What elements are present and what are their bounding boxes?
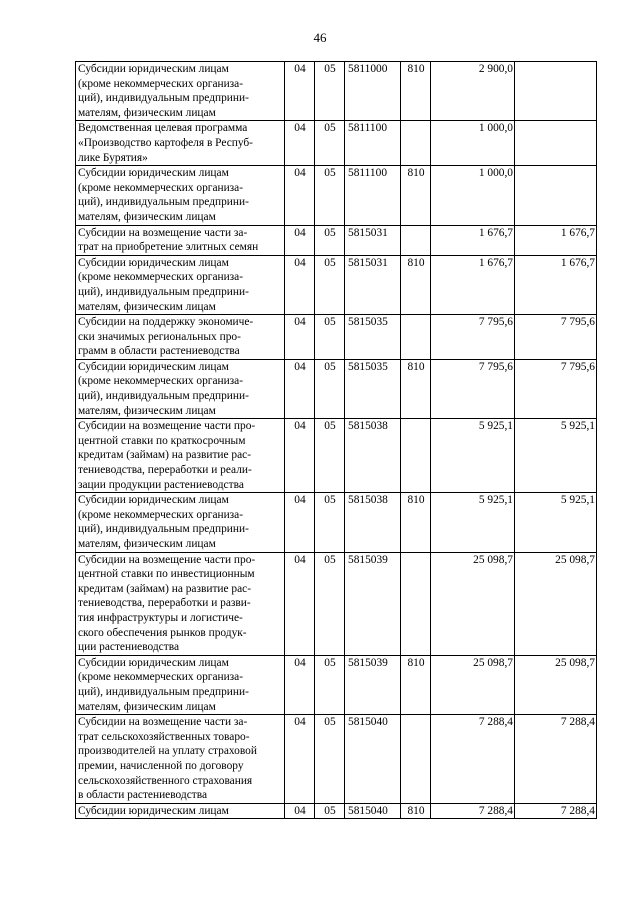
expense-name-cell xyxy=(76,715,285,804)
table-row xyxy=(76,166,597,225)
subsection-code-cell: 05 xyxy=(315,255,345,314)
expense-name-line: мателям, физическим лицам xyxy=(78,300,216,313)
expense-name-line: Субсидии на возмещение части про- xyxy=(78,553,256,566)
table-row xyxy=(76,552,597,655)
section-code-cell: 04 xyxy=(285,121,315,166)
subsection-code-cell: 05 xyxy=(315,62,345,121)
amount-cell: 7 288,4 xyxy=(431,715,515,804)
amount-cell: 25 098,7 xyxy=(431,655,515,714)
expense-name-line: (кроме некоммерческих организа- xyxy=(78,375,244,388)
expense-name-line: Субсидии юридическим лицам xyxy=(78,63,229,75)
page-number: 46 xyxy=(313,30,327,45)
expense-name-line: Субсидии юридическим лицам xyxy=(78,256,229,269)
target-article-cell: 5815039 xyxy=(345,552,401,655)
expense-name-line: (кроме некоммерческих организа- xyxy=(78,671,244,684)
section-code-cell: 04 xyxy=(285,359,315,418)
subsection-code-cell: 05 xyxy=(315,493,345,552)
subsection-code-cell: 05 xyxy=(315,315,345,360)
expense-type-cell: 810 xyxy=(401,655,431,714)
amount-cell: 1 676,7 xyxy=(431,225,515,255)
amount-cell: 5 925,1 xyxy=(431,493,515,552)
table-row xyxy=(76,225,597,255)
amount-federal-cell: 7 288,4 xyxy=(515,715,597,804)
expense-name-line: ски значимых региональных про- xyxy=(78,330,241,343)
expense-name-line: Субсидии юридическим лицам xyxy=(78,804,229,817)
amount-cell: 1 000,0 xyxy=(431,166,515,225)
expense-name-line: тия инфраструктуры и логистиче- xyxy=(78,611,243,624)
expense-name-line: премии, начисленной по договору xyxy=(78,759,244,772)
amount-cell: 1 000,0 xyxy=(431,121,515,166)
expense-name-line: зации продукции растениеводства xyxy=(78,478,244,491)
amount-federal-cell: 7 795,6 xyxy=(515,359,597,418)
target-article-cell: 5815038 xyxy=(345,419,401,493)
table-row xyxy=(76,359,597,418)
expense-type-cell: 810 xyxy=(401,62,431,121)
amount-federal-cell: 1 676,7 xyxy=(515,255,597,314)
amount-cell: 7 288,4 xyxy=(431,803,515,819)
target-article-cell: 5811000 xyxy=(345,62,401,121)
subsection-code-cell: 05 xyxy=(315,655,345,714)
amount-cell: 1 676,7 xyxy=(431,255,515,314)
expense-type-cell xyxy=(401,715,431,804)
expense-name-line: трат на приобретение элитных семян xyxy=(78,241,259,254)
amount-cell: 25 098,7 xyxy=(431,552,515,655)
amount-cell: 5 925,1 xyxy=(431,419,515,493)
table-row xyxy=(76,62,597,121)
amount-cell: 7 795,6 xyxy=(431,315,515,360)
expense-name-cell xyxy=(76,255,285,314)
expense-type-cell: 810 xyxy=(401,166,431,225)
expense-type-cell xyxy=(401,225,431,255)
expense-name-cell xyxy=(76,62,285,121)
table-row xyxy=(76,655,597,714)
expense-name-line: Субсидии юридическим лицам xyxy=(78,167,229,180)
expense-name-cell xyxy=(76,315,285,360)
expense-name-line: мателям, физическим лицам xyxy=(78,210,216,223)
subsection-code-cell: 05 xyxy=(315,225,345,255)
expense-name-line: «Производство картофеля в Респуб- xyxy=(78,136,253,149)
expense-name-line: Субсидии на возмещение части за- xyxy=(78,716,248,729)
expense-name-line: ций), индивидуальным предприни- xyxy=(78,196,249,209)
expense-type-cell: 810 xyxy=(401,359,431,418)
expense-name-cell xyxy=(76,493,285,552)
expense-name-line: (кроме некоммерческих организа- xyxy=(78,271,244,284)
target-article-cell: 5811100 xyxy=(345,166,401,225)
expense-name-line: (кроме некоммерческих организа- xyxy=(78,77,244,90)
subsection-code-cell: 05 xyxy=(315,552,345,655)
expense-type-cell xyxy=(401,315,431,360)
expense-name-line: ций), индивидуальным предприни- xyxy=(78,390,249,403)
expense-name-line: мателям, физическим лицам xyxy=(78,538,216,550)
table-row xyxy=(76,493,597,552)
expense-name-line: мателям, физическим лицам xyxy=(78,700,216,713)
expense-name-line: в области растениеводства xyxy=(78,789,208,802)
amount-federal-cell: 5 925,1 xyxy=(515,419,597,493)
section-code-cell: 04 xyxy=(285,166,315,225)
expense-name-cell xyxy=(76,655,285,714)
expense-type-cell xyxy=(401,552,431,655)
subsection-code-cell: 05 xyxy=(315,359,345,418)
amount-cell: 7 795,6 xyxy=(431,359,515,418)
table-row xyxy=(76,803,597,819)
expense-type-cell: 810 xyxy=(401,255,431,314)
expense-name-line: Ведомственная целевая программа xyxy=(78,122,248,135)
amount-federal-cell xyxy=(515,166,597,225)
section-code-cell: 04 xyxy=(285,552,315,655)
expense-type-cell: 810 xyxy=(401,803,431,819)
target-article-cell: 5815038 xyxy=(345,493,401,552)
target-article-cell: 5815031 xyxy=(345,255,401,314)
amount-federal-cell: 7 288,4 xyxy=(515,803,597,819)
expense-name-line: Субсидии на возмещение части за- xyxy=(78,226,248,239)
expense-name-line: (кроме некоммерческих организа- xyxy=(78,181,244,194)
expense-name-line: (кроме некоммерческих организа- xyxy=(78,508,244,521)
expense-name-cell xyxy=(76,225,285,255)
section-code-cell: 04 xyxy=(285,493,315,552)
expense-name-cell xyxy=(76,121,285,166)
expense-name-line: ции растениеводства xyxy=(78,641,180,654)
amount-federal-cell: 25 098,7 xyxy=(515,655,597,714)
subsection-code-cell: 05 xyxy=(315,121,345,166)
budget-table xyxy=(75,61,597,819)
expense-name-line: трат сельскохозяйственных товаро- xyxy=(78,730,250,743)
subsection-code-cell: 05 xyxy=(315,166,345,225)
expense-type-cell xyxy=(401,121,431,166)
expense-name-line: ций), индивидуальным предприни- xyxy=(78,523,249,536)
target-article-cell: 5811100 xyxy=(345,121,401,166)
table-row xyxy=(76,419,597,493)
table-row xyxy=(76,255,597,314)
amount-federal-cell: 7 795,6 xyxy=(515,315,597,360)
expense-name-cell xyxy=(76,359,285,418)
expense-type-cell: 810 xyxy=(401,493,431,552)
section-code-cell: 04 xyxy=(285,225,315,255)
expense-name-line: Субсидии юридическим лицам xyxy=(78,360,229,373)
subsection-code-cell: 05 xyxy=(315,715,345,804)
expense-name-line: Субсидии юридическим лицам xyxy=(78,656,229,669)
amount-cell: 2 900,0 xyxy=(431,62,515,121)
section-code-cell: 04 xyxy=(285,255,315,314)
target-article-cell: 5815040 xyxy=(345,803,401,819)
expense-name-line: Субсидии на возмещение части про- xyxy=(78,420,256,433)
expense-type-cell xyxy=(401,419,431,493)
table-row xyxy=(76,715,597,804)
amount-federal-cell xyxy=(515,62,597,121)
target-article-cell: 5815035 xyxy=(345,315,401,360)
expense-name-line: Субсидии юридическим лицам xyxy=(78,494,229,507)
section-code-cell: 04 xyxy=(285,655,315,714)
target-article-cell: 5815031 xyxy=(345,225,401,255)
target-article-cell: 5815040 xyxy=(345,715,401,804)
expense-name-cell xyxy=(76,166,285,225)
expense-name-cell xyxy=(76,419,285,493)
expense-name-line: ского обеспечения рынков продук- xyxy=(78,626,247,639)
section-code-cell: 04 xyxy=(285,62,315,121)
expense-name-line: кредитам (займам) на развитие рас- xyxy=(78,582,252,595)
section-code-cell: 04 xyxy=(285,803,315,819)
expense-name-line: ций), индивидуальным предприни- xyxy=(78,285,249,298)
amount-federal-cell: 25 098,7 xyxy=(515,552,597,655)
section-code-cell: 04 xyxy=(285,315,315,360)
subsection-code-cell: 05 xyxy=(315,419,345,493)
section-code-cell: 04 xyxy=(285,715,315,804)
expense-name-line: мателям, физическим лицам xyxy=(78,106,216,119)
expense-name-line: центной ставки по инвестиционным xyxy=(78,568,255,581)
expense-name-line: производителей на уплату страховой xyxy=(78,745,257,758)
expense-name-cell xyxy=(76,803,285,819)
expense-name-line: грамм в области растениеводства xyxy=(78,345,240,358)
expense-name-line: ций), индивидуальным предприни- xyxy=(78,685,249,698)
amount-federal-cell: 5 925,1 xyxy=(515,493,597,552)
expense-name-line: ций), индивидуальным предприни- xyxy=(78,92,249,105)
expense-name-line: центной ставки по краткосрочным xyxy=(78,434,246,447)
amount-federal-cell xyxy=(515,121,597,166)
expense-name-line: тениеводства, переработки и разви- xyxy=(78,597,251,610)
amount-federal-cell: 1 676,7 xyxy=(515,225,597,255)
table-row xyxy=(76,121,597,166)
expense-name-line: лике Бурятия» xyxy=(78,151,148,164)
expense-name-line: мателям, физическим лицам xyxy=(78,404,216,417)
expense-name-line: тениеводства, переработки и реали- xyxy=(78,464,252,477)
table-row xyxy=(76,315,597,360)
expense-name-line: кредитам (займам) на развитие рас- xyxy=(78,449,252,462)
target-article-cell: 5815039 xyxy=(345,655,401,714)
subsection-code-cell: 05 xyxy=(315,803,345,819)
table-body xyxy=(76,62,597,819)
target-article-cell: 5815035 xyxy=(345,359,401,418)
expense-name-line: Субсидии на поддержку экономиче- xyxy=(78,316,254,329)
section-code-cell: 04 xyxy=(285,419,315,493)
expense-name-line: сельскохозяйственного страхования xyxy=(78,774,253,787)
expense-name-cell xyxy=(76,552,285,655)
